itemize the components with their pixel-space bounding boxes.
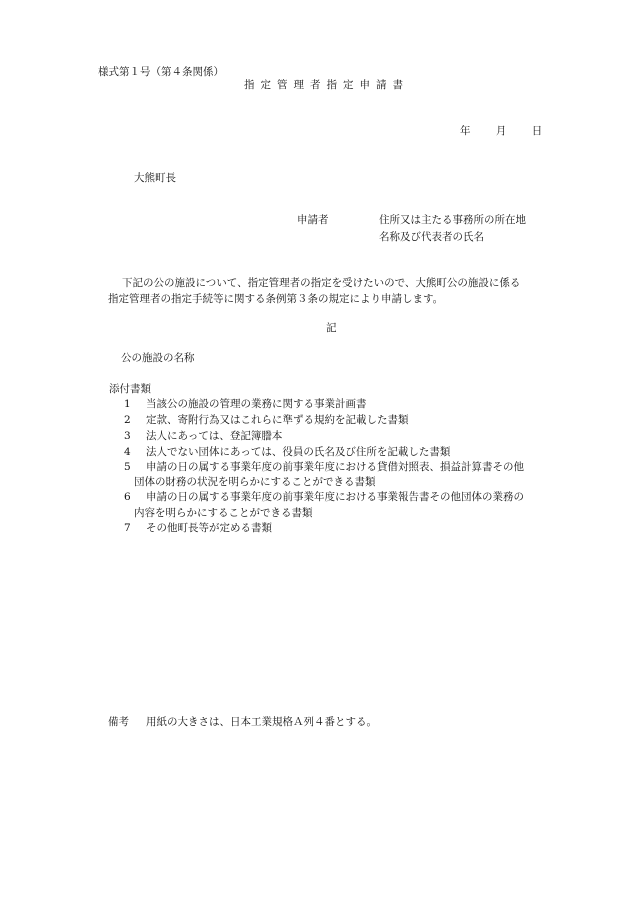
body-line-1: 下記の公の施設について、指定管理者の指定を受けたいので、大熊町公の施設に係る — [122, 277, 521, 289]
remarks-text: 用紙の大きさは、日本工業規格Ａ列４番とする。 — [146, 716, 377, 728]
attachment-text: 定款、寄附行為又はこれらに準ずる規約を記載した書類 — [146, 414, 409, 426]
attachment-num: 5 — [124, 461, 131, 473]
applicant-address-label: 住所又は主たる事務所の所在地 — [379, 214, 526, 226]
applicant-name-label: 名称及び代表者の氏名 — [379, 231, 484, 243]
attachment-num: 4 — [124, 446, 131, 458]
facility-name-label: 公の施設の名称 — [121, 352, 195, 364]
document-title: 指定管理者指定申請書 — [244, 79, 409, 91]
attachment-num: 1 — [124, 398, 131, 410]
attachment-text: 法人にあっては、登記簿謄本 — [146, 430, 283, 442]
attachment-num: 6 — [124, 491, 131, 503]
attachment-text-continued: 団体の財務の状況を明らかにすることができる書類 — [134, 476, 376, 488]
attachment-text: 当該公の施設の管理の業務に関する事業計画書 — [146, 398, 367, 410]
ki-heading: 記 — [326, 322, 337, 334]
addressee: 大熊町長 — [134, 172, 176, 184]
remarks-label: 備考 — [108, 716, 129, 728]
attachment-text: 申請の日の属する事業年度の前事業年度における貸借対照表、損益計算書その他 — [146, 461, 524, 473]
applicant-label: 申請者 — [297, 214, 329, 226]
date-year: 年 — [460, 125, 471, 137]
attachment-num: 3 — [124, 430, 131, 442]
form-number: 様式第１号（第４条関係） — [98, 66, 224, 78]
date-day: 日 — [531, 125, 543, 137]
date-line — [460, 125, 542, 138]
attachment-text: その他町長等が定める書類 — [146, 522, 272, 534]
attachment-num: 2 — [124, 414, 131, 426]
attachment-num: 7 — [124, 522, 131, 534]
attachments-heading: 添付書類 — [109, 383, 151, 395]
attachment-text: 法人でない団体にあっては、役員の氏名及び住所を記載した書類 — [146, 446, 451, 458]
body-line-2: 指定管理者の指定手続等に関する条例第３条の規定により申請します。 — [108, 293, 444, 305]
attachment-text-continued: 内容を明らかにすることができる書類 — [134, 507, 313, 519]
attachment-text: 申請の日の属する事業年度の前事業年度における事業報告書その他団体の業務の — [146, 491, 524, 503]
date-month: 月 — [495, 125, 507, 137]
